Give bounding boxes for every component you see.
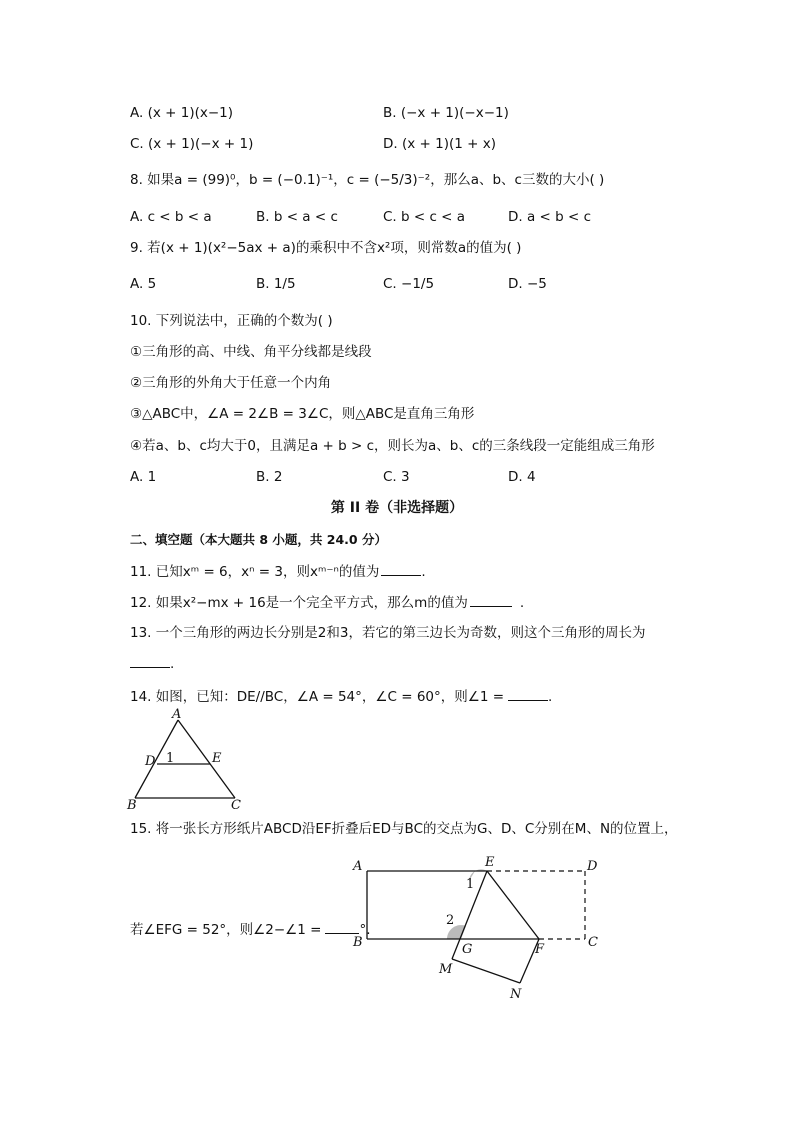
q14-label-c: C — [231, 798, 241, 813]
q11-text — [130, 561, 426, 582]
q14-text — [130, 686, 552, 707]
q10-option-d: D. 4 — [508, 469, 536, 485]
q10-stem: 10. 下列说法中，正确的个数为( ) — [130, 313, 333, 329]
q13-answer-line — [130, 653, 174, 674]
q9-option-a: A. 5 — [130, 276, 157, 292]
q7-option-c: C. (x + 1)(−x + 1) — [130, 136, 254, 152]
q14-stem: 14. 如图，已知：DE//BC，∠A = 54°，∠C = 60°，则∠1 = — [130, 689, 505, 705]
q14-label-a: A — [172, 707, 182, 722]
q8-option-d: D. a < b < c — [508, 209, 592, 225]
q11-period: . — [421, 564, 426, 580]
q7-option-d: D. (x + 1)(1 + x) — [383, 136, 496, 152]
q15-label-f: F — [535, 942, 545, 957]
q8-option-a: A. c < b < a — [130, 209, 212, 225]
q14-label-b: B — [127, 798, 137, 813]
q10-statement-1: ①三角形的高、中线、角平分线都是线段 — [130, 344, 372, 360]
q15-label-angle1: 1 — [466, 877, 475, 892]
part2-title: 第 II 卷（非选择题） — [330, 500, 464, 516]
q7-option-b: B. (−x + 1)(−x−1) — [383, 105, 509, 121]
q8-stem: 8. 如果a = (99)⁰，b = (−0.1)⁻¹，c = (−5/3)⁻²，那么a、b、c三数的大小( ) — [130, 172, 605, 188]
q15-label-g: G — [462, 942, 473, 957]
q14-label-angle1: 1 — [166, 751, 175, 766]
q7-option-a: A. (x + 1)(x−1) — [130, 105, 234, 121]
q13-period: . — [170, 656, 175, 672]
q14-triangle-figure — [125, 705, 255, 813]
q13-answer-blank[interactable] — [130, 653, 170, 668]
q14-period: . — [548, 689, 553, 705]
q12-period: . — [519, 595, 525, 611]
q11-answer-blank[interactable] — [381, 561, 421, 576]
q15-label-e: E — [485, 855, 495, 870]
q15-fold-ef — [487, 871, 539, 939]
q10-statement-2: ②三角形的外角大于任意一个内角 — [130, 375, 332, 391]
q9-option-d: D. −5 — [508, 276, 547, 292]
q15-label-n: N — [510, 987, 522, 1002]
q15-label-m: M — [439, 962, 453, 977]
q10-option-c: C. 3 — [383, 469, 410, 485]
q15-label-a: A — [353, 859, 363, 874]
section2-header: 二、填空题（本大题共 8 小题，共 24.0 分） — [130, 532, 387, 547]
q10-statement-4: ④若a、b、c均大于0，且满足a + b > c，则长为a、b、c的三条线段一定能组成三角形 — [130, 438, 655, 454]
q10-statement-3: ③△ABC中，∠A = 2∠B = 3∠C，则△ABC是直角三角形 — [130, 406, 475, 422]
q12-text — [130, 592, 524, 613]
q11-stem: 11. 已知xᵐ = 6，xⁿ = 3，则xᵐ⁻ⁿ的值为 — [130, 564, 380, 580]
q15-stem: 若∠EFG = 52°，则∠2−∠1 = — [130, 922, 322, 938]
q12-stem: 12. 如果x²−mx + 16是一个完全平方式，那么m的值为 — [130, 595, 468, 611]
q15-text-line2 — [130, 919, 371, 940]
q9-stem: 9. 若(x + 1)(x²−5ax + a)的乘积中不含x²项，则常数a的值为( ) — [130, 240, 522, 256]
q14-answer-blank[interactable] — [508, 686, 548, 701]
q10-option-a: A. 1 — [130, 469, 157, 485]
q13-text: 13. 一个三角形的两边长分别是2和3，若它的第三边长为奇数，则这个三角形的周长为 — [130, 625, 646, 641]
q15-label-b: B — [353, 935, 363, 950]
q15-fold-figure — [345, 852, 610, 1007]
q14-label-d: D — [145, 754, 156, 769]
q15-edge-mn — [452, 959, 520, 983]
q15-label-d: D — [587, 859, 598, 874]
q8-option-b: B. b < a < c — [256, 209, 338, 225]
q14-side-ac — [178, 720, 235, 798]
q15-degree-period: °. — [359, 922, 371, 938]
q10-option-b: B. 2 — [256, 469, 283, 485]
q15-text: 15. 将一张长方形纸片ABCD沿EF折叠后ED与BC的交点为G、D、C分别在M、N的位置上， — [130, 821, 678, 837]
q9-option-b: B. 1/5 — [256, 276, 296, 292]
q15-label-angle2: 2 — [446, 913, 455, 928]
q15-label-c: C — [588, 935, 598, 950]
q12-answer-blank[interactable] — [470, 592, 512, 607]
q14-label-e: E — [212, 751, 222, 766]
q9-option-c: C. −1/5 — [383, 276, 435, 292]
q8-option-c: C. b < c < a — [383, 209, 466, 225]
